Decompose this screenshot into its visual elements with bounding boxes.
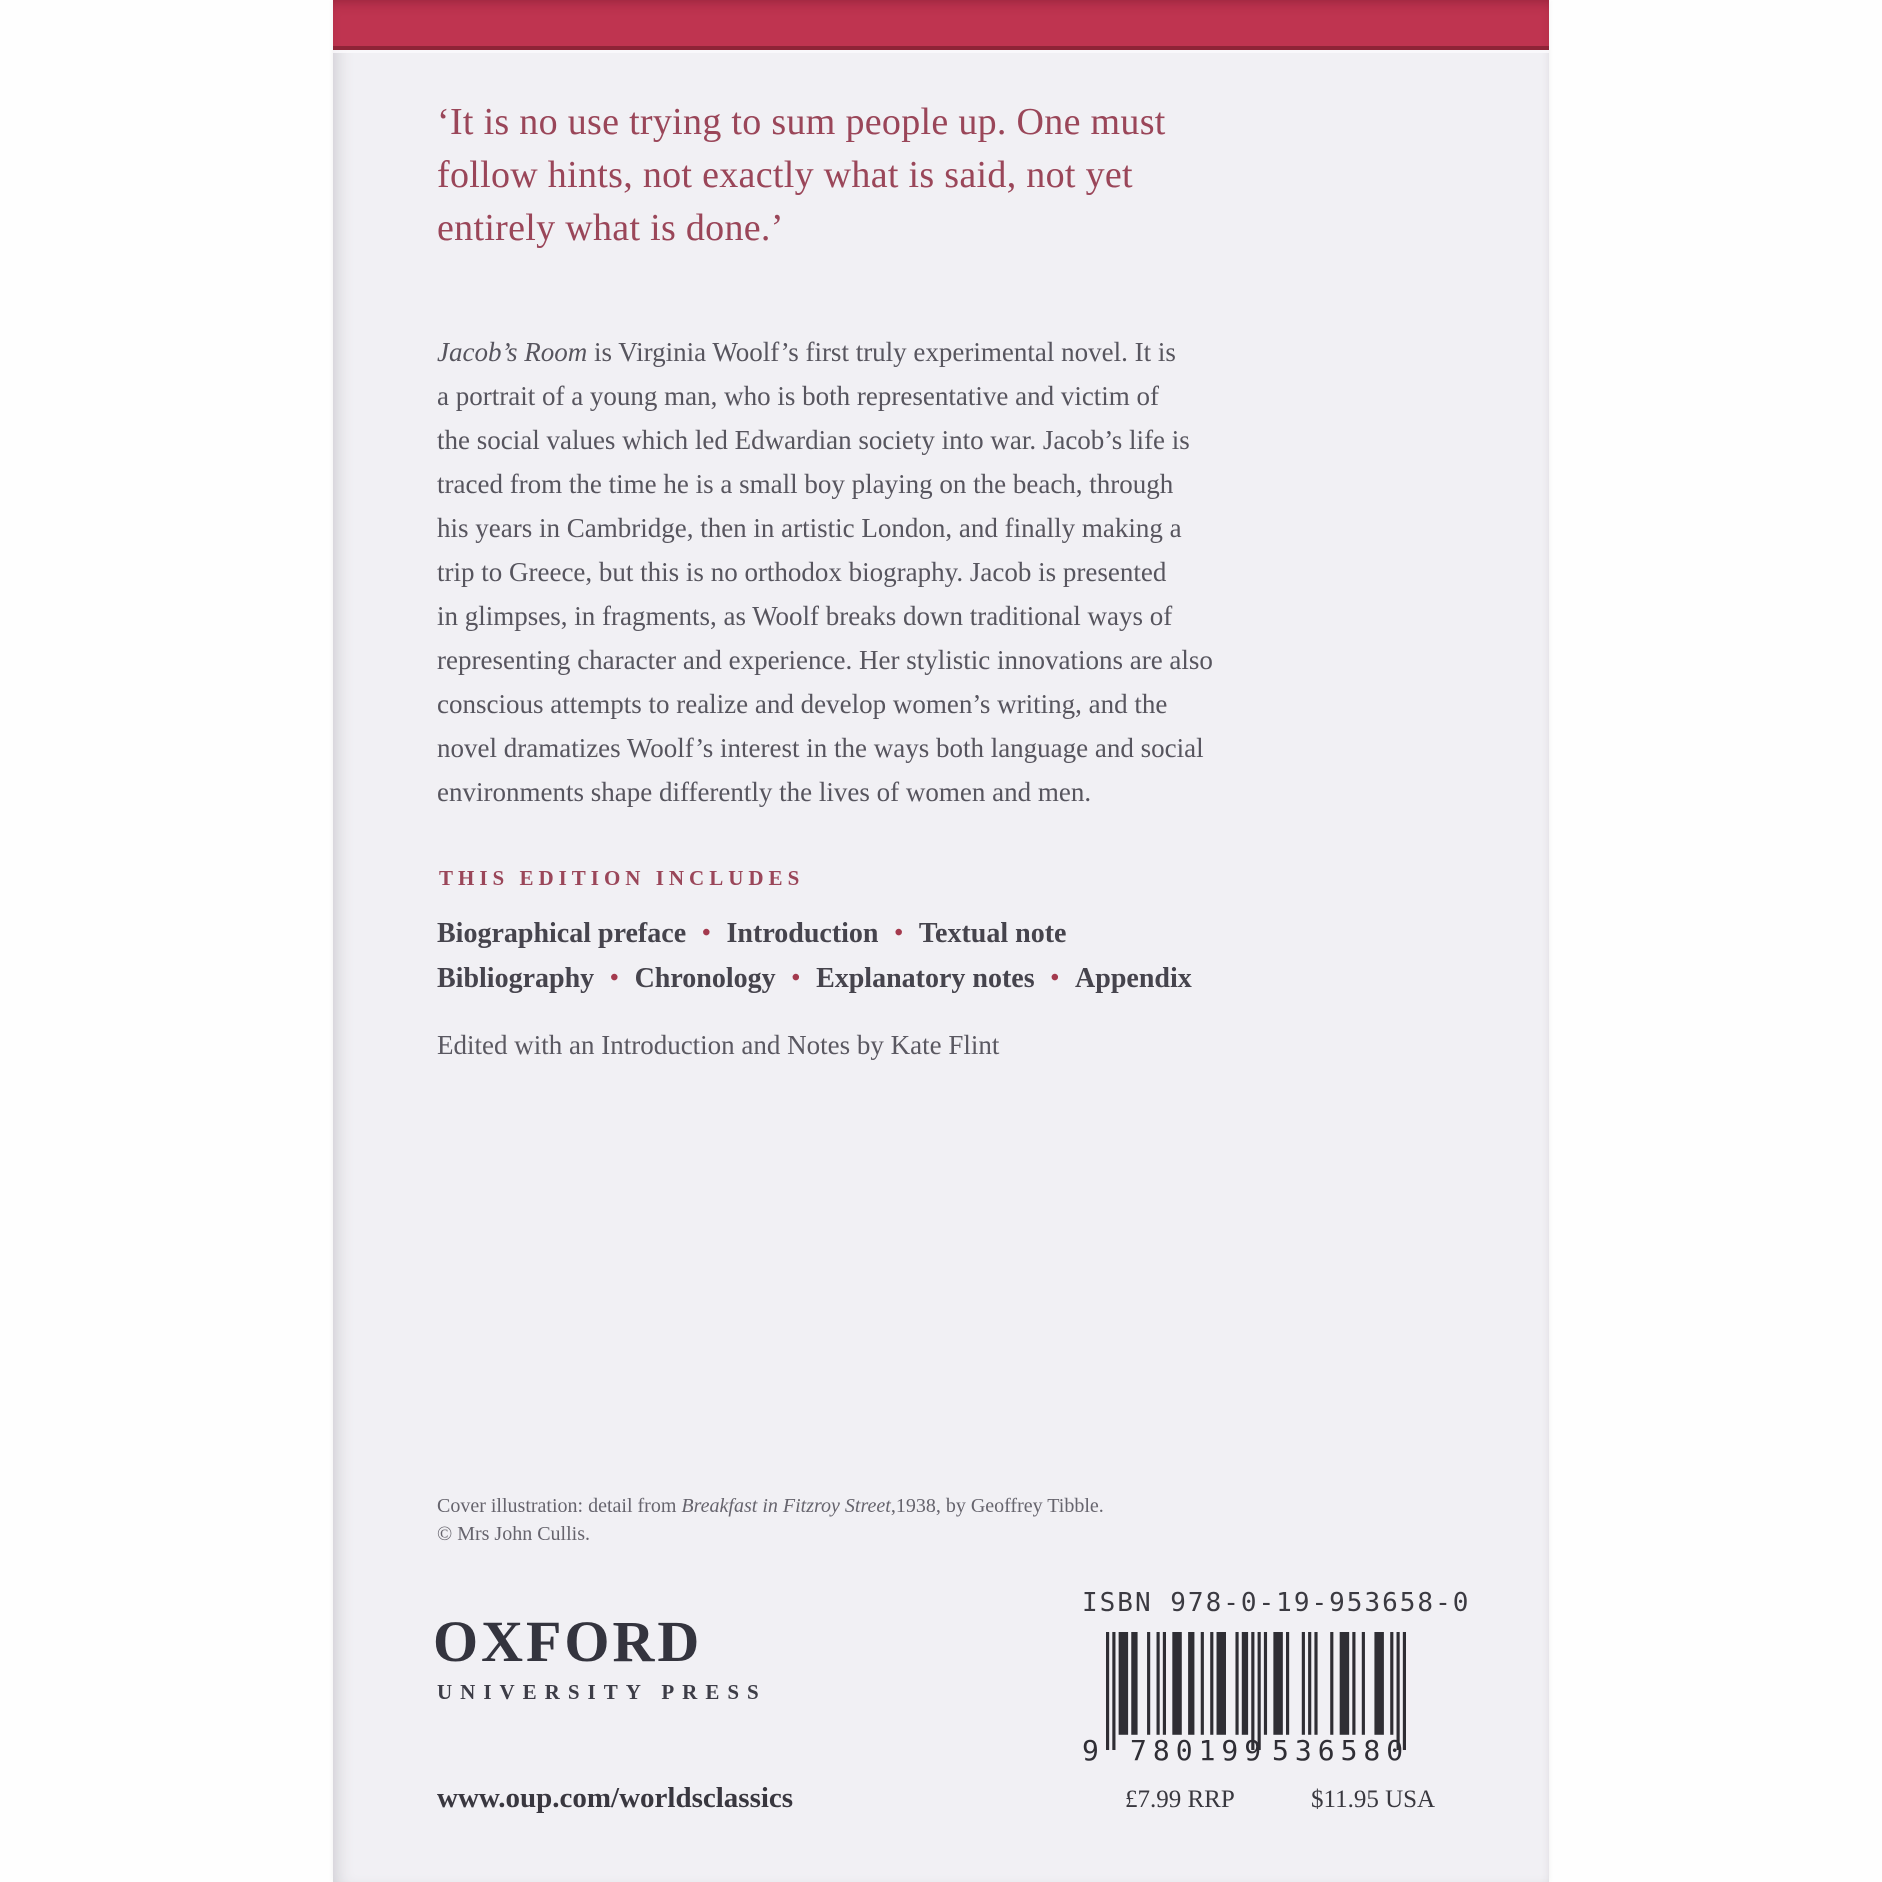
ean-digit-group: 780199 [1130, 1734, 1268, 1767]
synopsis-line: trip to Greece, but this is no orthodox biography. Jacob is presented [437, 557, 1167, 587]
credit-text: ,1938, by Geoffrey Tibble. [890, 1495, 1104, 1517]
synopsis-text: is Virginia Woolf’s first truly experimental novel. It is [587, 337, 1176, 367]
publisher-website: www.oup.com/worldsclassics [437, 1782, 794, 1814]
book-title-italic: Jacob’s Room [437, 337, 588, 367]
bullet-separator: • [610, 965, 619, 991]
ean-digit-group: 9 [1082, 1734, 1099, 1767]
publisher-logo-subtitle: UNIVERSITY PRESS [437, 1680, 767, 1704]
edition-item: Introduction [726, 918, 879, 949]
synopsis-line [437, 330, 1213, 374]
barcode-block [1082, 1588, 1471, 1808]
ean-digits [1082, 1734, 1442, 1770]
edition-item: Bibliography [437, 963, 595, 994]
isbn-label: ISBN 978-0-19-953658-0 [1082, 1588, 1471, 1618]
synopsis-line: environments shape differently the lives of women and men. [437, 777, 1092, 807]
bullet-separator: • [702, 920, 711, 946]
ean-barcode [1106, 1632, 1406, 1750]
synopsis-line: novel dramatizes Woolf’s interest in the ways both language and social [437, 733, 1204, 763]
edition-list-row [437, 918, 1066, 950]
synopsis-line: his years in Cambridge, then in artistic London, and finally making a [437, 513, 1182, 543]
synopsis-line: a portrait of a young man, who is both representative and victim of [437, 381, 1160, 411]
price-usd: $11.95 USA [1311, 1786, 1436, 1813]
credit-line: © Mrs John Cullis. [437, 1523, 590, 1545]
bullet-separator: • [894, 920, 903, 946]
synopsis-line: conscious attempts to realize and develop women’s writing, and the [437, 689, 1168, 719]
quote-line: entirely what is done.’ [437, 207, 784, 249]
credit-text: Cover illustration: detail from [437, 1495, 682, 1517]
publisher-logo-oxford: OXFORD [433, 1609, 703, 1674]
ean-digit-group: 536580 [1272, 1734, 1410, 1767]
price-gbp: £7.99 RRP [1125, 1786, 1235, 1813]
synopsis-paragraph [437, 330, 1213, 814]
synopsis-line: representing character and experience. Her stylistic innovations are also [437, 645, 1213, 675]
synopsis-line: traced from the time he is a small boy playing on the beach, through [437, 469, 1174, 499]
edition-item: Textual note [918, 918, 1067, 949]
quote-line: follow hints, not exactly what is said, not yet [437, 154, 1133, 196]
painting-title-italic: Breakfast in Fitzroy Street [681, 1495, 891, 1517]
edition-heading: THIS EDITION INCLUDES [439, 866, 805, 890]
cover-illustration-credit [437, 1492, 1104, 1548]
synopsis-line: the social values which led Edwardian society into war. Jacob’s life is [437, 425, 1190, 455]
edition-list-row [437, 963, 1192, 995]
band-edge-highlight [333, 50, 1549, 53]
editor-credit: Edited with an Introduction and Notes by Kate Flint [437, 1030, 1000, 1060]
credit-line [437, 1492, 1104, 1520]
edition-item: Explanatory notes [816, 963, 1035, 994]
pull-quote [437, 96, 1166, 255]
quote-line: ‘It is no use trying to sum people up. One must [437, 101, 1166, 143]
bullet-separator: • [1050, 965, 1060, 991]
edition-item: Chronology [634, 963, 776, 994]
edition-item: Biographical preface [437, 918, 687, 949]
edition-item: Appendix [1075, 963, 1192, 994]
book-cover [333, 0, 1549, 1882]
top-color-band [333, 0, 1549, 50]
bullet-separator: • [791, 965, 801, 991]
synopsis-line: in glimpses, in fragments, as Woolf breaks down traditional ways of [437, 601, 1173, 631]
